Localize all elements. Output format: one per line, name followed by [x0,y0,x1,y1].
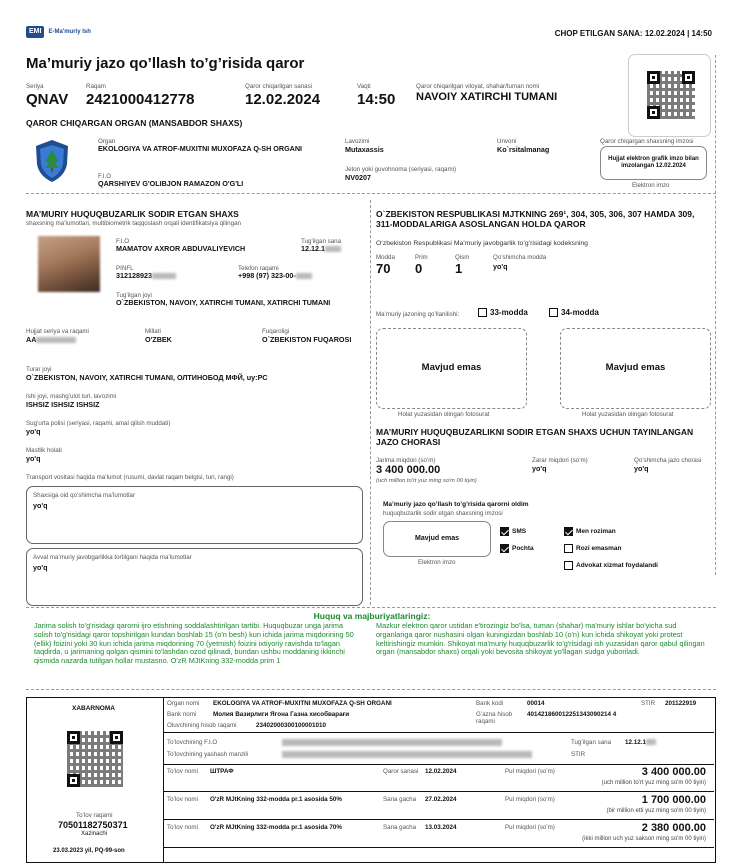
prim-label: Prim [415,254,428,261]
signature-box [600,146,707,180]
logo-text: E-Ma'muriy Ish [48,28,91,35]
notice-title: XABARNOMA [72,705,115,712]
qr-code-icon [67,731,123,787]
signature-text: Hujjat elektron grafik imzo bilan imzolangan 12.02.2024 [608,156,699,169]
photo-2-text: Mavjud emas [605,362,666,374]
pay50-date-label: Sana gacha [383,796,417,803]
phone-label: Telefon raqami [238,265,279,272]
extra-article-label: Qo’shimcha modda [493,254,547,261]
stir-value: 201122919 [665,700,697,707]
position-label: Lavozimi [345,138,370,145]
rights-title: Huquq va majburiyatlaringiz: [313,611,431,621]
opt33-checkbox[interactable] [478,308,528,317]
doc-label: Hujjat seriya va raqami [26,328,89,335]
modda-label: Modda [376,254,395,261]
extra-info-value: yo'q [33,501,48,510]
birthplace-label: Tug’ilgan joyi [116,292,152,299]
checkmark-icon [500,527,509,536]
time-value: 14:50 [357,91,396,108]
disagree-label: Rozi emasman [576,544,622,552]
payer-fio-value [282,739,502,747]
lawyer-label: Advokat xizmat foydalandi [576,561,658,569]
checkbox-icon [549,308,558,317]
disagree-checkbox[interactable] [564,544,622,553]
treasury-label: Xazinachi [81,831,108,837]
divider [26,607,716,608]
photo-box-2 [560,328,711,409]
pay70-date-label: Sana gacha [383,824,417,831]
qism-label: Qism [455,254,470,261]
pay50-label: To’lov nomi [167,796,198,803]
code-label: O‘zbekiston Respublikasi Ma’muriy javobgarlik to’g’risidagi kodeksning [376,240,588,247]
residence-label: Turar joyi [26,366,52,373]
payer-number: 70501182750371 [58,820,128,830]
notice-row-divider [164,847,714,848]
fio-label: F.I.O [116,238,130,245]
payment-name-label: To’lov nomi [167,768,198,775]
pay70-date-value: 13.03.2024 [425,824,457,831]
divider [370,200,371,605]
treasury-acc-label: G’azna hisob raqami [476,711,513,726]
citizen-label: Fuqaroligi [262,328,290,335]
date-value: 12.02.2024 [245,91,321,108]
organ-name-value: EKOLOGIYA VA ATROF-MUXITNI MUXOFAZA Q-SH ORGANI [213,700,392,707]
pay70-label: To’lov nomi [167,824,198,831]
opt34-label: 34-modda [561,308,599,317]
date-label: Qaror chiqarilgan sanasi [245,83,313,90]
checkmark-icon [564,527,573,536]
checkbox-icon [564,561,573,570]
extra-article-value: yo'q [493,262,508,271]
number-label: Raqam [86,83,106,90]
agree-checkbox[interactable] [564,527,616,536]
lawyer-checkbox[interactable] [564,561,658,570]
organ-value: EKOLOGIYA VA ATROF-MUXITNI MUXOFAZA Q-SH ORGANI [98,144,303,153]
logo-mark: EMI [26,26,44,38]
rights-left: Jarima solish to'g'risidagi qarorni ijro etishning soddalashtirilgan tartibi. Huquqbuzar unga jarima solish to'g'risidagi qaror topshirilgan kundan boshlab 15 (o'n besh) kun ichida jarima miqdorining 50 (ellik) foizini yoki 30 kun ichida jarima miqdorining 70 (yetmish) foizini ixtiyoriy ravishda to'lagan taqdirda, u jarimaning qolgan qismini to'lashdan ozod qilinadi, bundan ushbu moddaning ikkinchi qismida nazarda tutilgan hollar mustasno. O'zR MJtKning 332-modda prim 1 [34,621,354,665]
payer-birth-value: 12.12.1 [625,739,656,746]
prim-value: 0 [415,261,423,276]
pochta-label: Pochta [512,544,534,552]
payer-birth-label: Tug’ilgan sana [571,739,612,746]
sms-label: SMS [512,527,527,535]
time-label: Vaqti [357,83,371,90]
rank-value: Ko`rsitalmanag [497,145,550,154]
bank-code-value: 00014 [527,700,545,707]
payer-stir-label: STIR [571,751,586,758]
badge-label: Jeton yoki guvohnoma (seriyasi, raqami) [345,166,457,173]
pay50-sum-value: 1 700 000.00 [641,794,706,806]
citizen-value: O`ZBEKISTON FUQAROSI [262,335,352,344]
prior-info-value: yo'q [33,563,48,572]
damage-value: yo'q [532,464,547,473]
place-value: NAVOIY XATIRCHI TUMANI [416,91,558,103]
transport-label: Transport vositasi haqida ma’lumot (rusumi, davlat raqam belgisi, turi, rangi) [26,474,234,481]
notice-row-divider [164,791,714,792]
divider [26,689,716,690]
receiver-acc-label: Oluvchining hisob raqami [167,722,237,729]
sum-value: 3 400 000.00 [641,766,706,778]
pinfl-label: PINFL [116,265,134,272]
fine-value: 3 400 000.00 [376,464,441,476]
receiver-acc-value: 23402000300100001010 [256,722,327,729]
shield-icon [33,138,71,184]
organ-esign-label: Elektron imzo [632,182,670,189]
top-qr-card [628,54,711,137]
notice-row-divider [164,819,714,820]
payment-name-value: ШТРАФ [210,768,234,775]
insurance-value: yo'q [26,427,41,436]
bank-name-value: Молия Вазирлиги Ягона Газна хисобварағи [213,711,350,718]
addpen-value: yo'q [634,464,649,473]
pinfl-value: 312128923 [116,272,176,280]
divider [715,55,716,575]
place-label: Qaror chiqarilgan viloyat, shahar/tuman nomi [416,83,540,90]
bank-code-label: Bank kodi [476,700,504,707]
work-value: ISHSIZ ISHSIZ ISHSIZ [26,400,100,409]
applied-label: Ma’muriy jazoning qo’llanilishi: [376,311,460,318]
checkmark-icon [500,544,509,553]
extra-info-label: Shaxsiga oid qo’shimcha ma’lumotlar [33,492,136,499]
signature-label: Qaror chiqargan shaxsning imzosi [600,138,694,145]
checkbox-icon [478,308,487,317]
nation-value: O'ZBEK [145,335,172,344]
photo-1-text: Mavjud emas [421,362,482,374]
organ-section-title: QAROR CHIQARGAN ORGAN (MANSABDOR SHAXS) [26,118,243,128]
qr-code-icon [647,71,695,119]
pay50-sum-label: Pul miqdori (so’m) [505,796,555,803]
damage-label: Zarar miqdori (so’m) [532,457,588,464]
payer-addr-label: To’lovchining yashash manzili [167,751,249,758]
series-label: Seriya [26,83,44,90]
offender-subtitle: shaxsning ma’lumotlari, multibiometrik taqqoslash orqali identifikatsiya qilingan [26,220,241,227]
prior-info-label: Avval ma’muriy javobgarlikka tortilgani haqida ma’lumotlar [33,554,192,561]
sum-label: Pul miqdori (so’m) [505,768,555,775]
number-value: 2421000412778 [86,91,195,108]
fio-value: MAMATOV AXROR ABDUVALIYEVICH [116,244,246,253]
birth-label: Tug’ilgan sana [301,238,342,245]
rank-label: Unvoni [497,138,517,145]
payer-fio-label: To’lovchining F.I.O [167,739,218,746]
pay70-words: (ikki million uch yuz sakson ming so'm 00 tiyin) [582,836,706,842]
print-date: CHOP ETILGAN SANA: 12.02.2024 | 14:50 [554,29,712,38]
offender-title: MA’MURIY HUQUQBUZARLIK SODIR ETGAN SHAXS [26,209,239,219]
insurance-label: Sug’urta polisi (seriyasi, raqami, amal qilish muddati) [26,420,171,427]
notice-row-divider [164,732,714,733]
pay70-value: O'zR MJtKning 332-modda pr.1 asosida 70% [210,824,343,831]
article-title: O`ZBEKISTON RESPUBLIKASI MJTKNING 269¹, 304, 305, 306, 307 HAMDA 309, 311-MODDALARIGA ASOSLANGAN HOLDA QAROR [376,209,695,229]
birthplace-value: O`ZBEKISTON, NAVOIY, XATIRCHI TUMANI, XATIRCHI TUMANI [116,298,331,307]
opt34-checkbox[interactable] [549,308,599,317]
payer-addr-value [282,751,532,759]
pay50-value: O'zR MJtKning 332-modda pr.1 asosida 50% [210,796,343,803]
photo-1-label: Holat yuzasidan olingan fotosurat [398,411,490,418]
photo-2-label: Holat yuzasidan olingan fotosurat [582,411,674,418]
decision-date-value: 12.02.2024 [425,768,457,775]
residence-value: O`ZBEKISTON, NAVOIY, XATIRCHI TUMANI, ОЛТИНОБОД МФЙ, uy:PC [26,373,268,382]
notice-divider [163,698,164,862]
rights-right: Mazkur elektron qaror ustidan e'tirozingiz bo'lsa, tuman (shahar) ma'muriy ishlar bo'yicha sud organlariga qaror nushasini olgan kuningizdan boshlab 10 (o'n) kun ichida shikoyat yoki protest keltirishingiz mumkin. Shikoyat ma'muriy huquqbuzarlik to'g'risidagi ish yuzasidan qaror qabul qilingan organ (mansabdor shaxs) orqali yoki bevosita shikoyat yo'llagan sudga yuboriladi. [376,621,705,657]
pochta-checkbox[interactable] [500,544,534,553]
signing-box [383,521,491,557]
birth-value: 12.12.1 [301,245,341,253]
drunk-value: yo'q [26,454,41,463]
sms-checkbox[interactable] [500,527,526,536]
fine-words: (uch million to'rt yuz ming so'm 00 tiyin) [376,478,477,484]
organ-fio-label: F.I.O [98,173,112,180]
organ-label: Organ [98,138,116,145]
pay50-words: (bir million etti yuz ming so'm 00 tiyin) [606,808,706,814]
signing-title: Ma’muriy jazo qo’llash to’g’risida qarorni oldim [383,501,529,508]
signing-box-text: Mavjud emas [415,534,459,542]
bank-name-label: Bank nomi [167,711,197,718]
checkbox-icon [564,544,573,553]
notice-row-divider [164,764,714,765]
organ-fio-value: QARSHIYEV G'OLIBJON RAMAZON O'G'LI [98,179,244,188]
extra-info-box [26,486,363,544]
pay50-date-value: 27.02.2024 [425,796,457,803]
pay70-sum-label: Pul miqdori (so’m) [505,824,555,831]
badge-value: NV0207 [345,173,371,182]
agree-label: Men roziman [576,527,616,535]
signing-subtitle: huquqbuzarlik sodir etgan shaxsning imzosi [383,510,503,517]
position-value: Mutaxassis [345,145,384,154]
avatar [38,236,100,292]
signing-esign-label: Elektron imzo [418,559,456,566]
logo [26,26,91,38]
addpen-label: Qo’shimcha jazo chorasi [634,457,702,464]
phone-value: +998 (97) 323-00- [238,272,312,280]
pq-label: 23.03.2023 yil, PQ-99-son [53,848,125,854]
penalty-title: MA’MURIY HUQUQBUZARLIKNI SODIR ETGAN SHAXS UCHUN TAYINLANGAN JAZO CHORASI [376,427,694,447]
modda-value: 70 [376,261,391,276]
sum-words: (uch million to'rt yuz ming so'm 00 tiyin) [601,780,706,786]
drunk-label: Mastlik holati [26,447,62,454]
stir-label: STIR [641,700,656,707]
decision-date-label: Qaror sanasi [383,768,419,775]
pay70-sum-value: 2 380 000.00 [641,822,706,834]
doc-value: AA [26,336,76,344]
prior-info-box [26,548,363,606]
organ-name-label: Organ nomi [167,700,200,707]
page-title: Ma’muriy jazo qo’llash to’g’risida qaror [26,55,305,72]
qism-value: 1 [455,261,463,276]
fine-label: Jarima miqdori (so’m) [376,457,436,464]
photo-box-1 [376,328,527,409]
work-label: Ishi joyi, mashg’ulot turi, lavozimi [26,393,117,400]
treasury-acc-value: 401421860012251343090214 4 [527,711,617,718]
divider [26,193,716,194]
payer-number-label: To’lov raqami [76,812,113,819]
nation-label: Millati [145,328,161,335]
opt33-label: 33-modda [490,308,528,317]
series-value: QNAV [26,91,69,108]
